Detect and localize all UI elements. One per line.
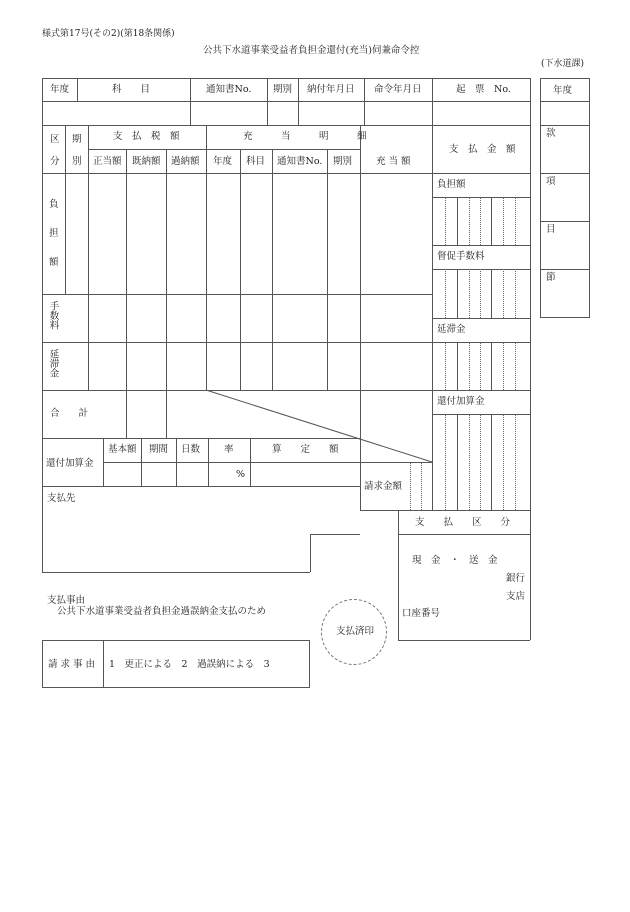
row-gokei: 合 計 xyxy=(50,408,89,419)
divider xyxy=(208,438,209,486)
digit-dot xyxy=(410,462,411,510)
col-shiharai-kin: 支 払 金 額 xyxy=(449,144,516,155)
digit-dot xyxy=(469,414,470,510)
digit-divider xyxy=(457,269,458,318)
payee-step xyxy=(310,534,360,535)
divider xyxy=(103,438,104,486)
digit-dot xyxy=(515,342,516,390)
digit-dot xyxy=(515,269,516,318)
header-kibetsu: 期別 xyxy=(273,84,293,95)
form-number: 様式第17号(その2)(第18条関係) xyxy=(42,29,175,39)
digit-divider xyxy=(457,342,458,390)
reason-label: 支払事由 xyxy=(47,595,86,606)
kubun-koza: 口座番号 xyxy=(402,608,441,619)
kubun-left xyxy=(398,510,399,640)
kanpu-kihon: 基本額 xyxy=(108,444,137,455)
kubun-bottom xyxy=(398,640,530,641)
row-futan-3: 額 xyxy=(49,257,59,268)
payment-stamp xyxy=(321,599,387,665)
digit-dot xyxy=(515,197,516,245)
kubun-header-line xyxy=(398,534,530,535)
kanpu-kikan: 期間 xyxy=(149,444,169,455)
header-kamoku: 科 目 xyxy=(112,84,151,95)
col-m-tsuchi: 通知書No. xyxy=(277,156,323,167)
col-m-juto: 充 当 額 xyxy=(376,156,411,167)
divider xyxy=(141,438,142,486)
col-shiharai-zei: 支 払 税 額 xyxy=(113,131,180,142)
digit-divider xyxy=(457,414,458,510)
side-kan: 款 xyxy=(546,128,556,139)
kubun-title: 支 払 区 分 xyxy=(415,517,511,528)
side-ko: 項 xyxy=(546,176,556,187)
side-line xyxy=(541,173,589,174)
kubun-right xyxy=(530,510,531,640)
digit-dot xyxy=(469,197,470,245)
side-moku: 目 xyxy=(546,224,556,235)
row-tesuryo: 手数料 xyxy=(47,301,59,330)
seikyu-jiyu-label: 請 求 事 由 xyxy=(48,659,96,670)
col-m-kibetsu: 期別 xyxy=(333,156,353,167)
amt-tokusoku-label: 督促手数料 xyxy=(437,251,485,262)
digit-divider xyxy=(457,197,458,245)
digit-dot xyxy=(503,342,504,390)
header-tsuchisho-no: 通知書No. xyxy=(206,84,252,95)
digit-dot xyxy=(445,414,446,510)
kubun-shiten: 支店 xyxy=(506,591,526,602)
amt-entai-label: 延滞金 xyxy=(437,324,466,335)
amt-futan-label: 負担額 xyxy=(437,179,466,190)
header-meirei-date: 命令年月日 xyxy=(374,84,422,95)
col-juto-meisai: 充 当 明 細 xyxy=(243,131,367,142)
reason-text: 公共下水道事業受益者負担金過誤納金支払のため xyxy=(57,606,267,617)
col-kano: 過納額 xyxy=(171,156,200,167)
digit-dot xyxy=(469,342,470,390)
digit-dot xyxy=(480,269,481,318)
amt-line xyxy=(432,245,530,246)
col-kubun: 区 xyxy=(50,134,60,145)
side-setsu: 節 xyxy=(546,272,556,283)
digit-divider xyxy=(491,269,492,318)
divider xyxy=(176,438,177,486)
kanpu-nissu: 日数 xyxy=(181,444,201,455)
digit-divider xyxy=(491,197,492,245)
divider xyxy=(250,438,251,486)
row-kanpu: 還付加算金 xyxy=(46,458,94,469)
row-futan-2: 担 xyxy=(49,228,59,239)
side-line xyxy=(541,269,589,270)
payee-bottom xyxy=(42,572,310,573)
col-ki: 期 xyxy=(72,134,82,145)
header-nendo: 年度 xyxy=(50,84,70,95)
side-nendo: 年度 xyxy=(553,85,573,96)
col-m-kamoku: 科目 xyxy=(246,156,266,167)
digit-dot xyxy=(503,414,504,510)
digit-divider xyxy=(491,414,492,510)
digit-dot xyxy=(421,462,422,510)
col-m-nendo: 年度 xyxy=(213,156,233,167)
side-box xyxy=(540,78,590,318)
kubun-ginko: 銀行 xyxy=(506,573,526,584)
header-nofu-date: 納付年月日 xyxy=(307,84,355,95)
kanpu-percent: % xyxy=(236,469,246,480)
seikyu-jiyu-box xyxy=(42,640,310,688)
digit-dot xyxy=(480,414,481,510)
payee-step-v xyxy=(310,534,311,572)
digit-dot xyxy=(445,342,446,390)
payee-label: 支払先 xyxy=(47,493,76,504)
digit-dot xyxy=(469,269,470,318)
side-line xyxy=(541,101,589,102)
col-kino: 既納額 xyxy=(132,156,161,167)
digit-dot xyxy=(480,342,481,390)
form-title: 公共下水道事業受益者負担金還付(充当)伺兼命令控 xyxy=(203,45,420,56)
kubun-genkin: 現 金 ・ 送 金 xyxy=(412,555,498,566)
kanpu-santei: 算 定 額 xyxy=(272,444,339,455)
col-seito: 正当額 xyxy=(93,156,122,167)
divider xyxy=(103,641,104,687)
digit-dot xyxy=(480,197,481,245)
row-futan-1: 負 xyxy=(49,199,59,210)
side-line xyxy=(541,125,589,126)
row-entai: 延滞金 xyxy=(47,349,59,378)
digit-dot xyxy=(503,269,504,318)
amt-kanpu-label: 還付加算金 xyxy=(437,396,485,407)
stamp-text: 支払済印 xyxy=(336,626,375,637)
header-kihyo-no: 起 票 No. xyxy=(456,84,511,95)
seikyu-jiyu-options: 1 更正による 2 過誤納による 3 xyxy=(109,659,270,670)
department-label: (下水道課) xyxy=(541,59,585,69)
digit-dot xyxy=(515,414,516,510)
digit-dot xyxy=(445,197,446,245)
col-bun: 分 xyxy=(50,156,60,167)
kanpu-ritsu: 率 xyxy=(224,444,234,455)
amt-seikyu-label: 請求金額 xyxy=(364,481,403,492)
digit-dot xyxy=(503,197,504,245)
digit-divider xyxy=(491,342,492,390)
col-betsu: 別 xyxy=(72,156,82,167)
side-line xyxy=(541,221,589,222)
amt-line xyxy=(432,318,530,319)
digit-dot xyxy=(445,269,446,318)
